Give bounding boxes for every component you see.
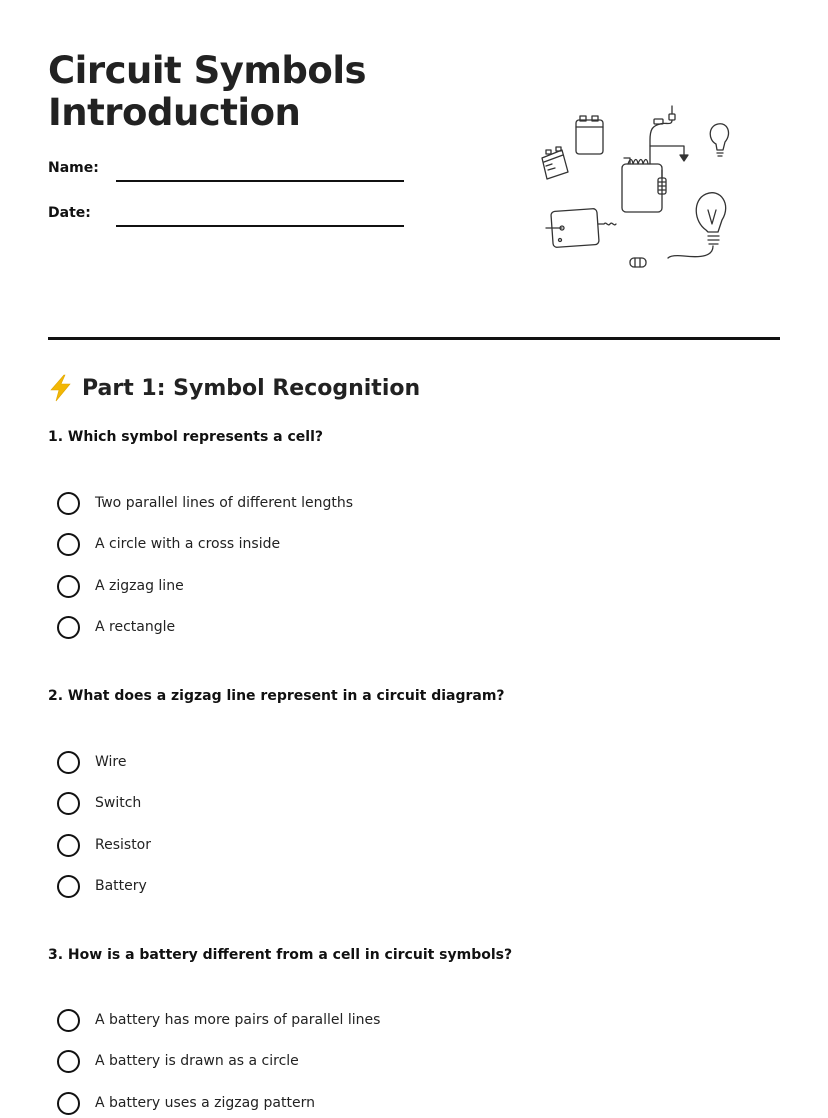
page-title-line-2: Introduction — [48, 91, 301, 134]
radio-button[interactable] — [57, 875, 80, 898]
answer-option[interactable] — [57, 1008, 380, 1032]
question-2: 2. What does a zigzag line represent in a circuit diagram? — [48, 688, 505, 704]
answer-option[interactable] — [57, 1049, 299, 1073]
arrow-wire-icon — [650, 146, 688, 161]
page-title-line-1: Circuit Symbols — [48, 49, 367, 92]
answer-option[interactable] — [57, 532, 280, 556]
date-field[interactable] — [116, 225, 404, 227]
plug-icon — [650, 106, 675, 164]
option-label: A rectangle — [95, 619, 176, 635]
radio-button[interactable] — [57, 492, 80, 515]
option-label: A battery has more pairs of parallel lines — [95, 1012, 381, 1028]
radio-button[interactable] — [57, 1050, 80, 1073]
name-field[interactable] — [116, 180, 404, 182]
answer-option[interactable] — [57, 574, 184, 598]
date-label: Date: — [48, 205, 91, 221]
option-label: A battery is drawn as a circle — [95, 1053, 299, 1069]
option-label: Two parallel lines of different lengths — [95, 495, 354, 511]
small-bulb-icon — [710, 124, 728, 156]
section-heading-label: Part 1: Symbol Recognition — [82, 375, 421, 401]
battery-icon — [576, 116, 603, 154]
resistor-icon — [658, 170, 666, 194]
radio-button[interactable] — [57, 1092, 80, 1115]
option-label: Battery — [95, 878, 147, 894]
radio-button[interactable] — [57, 575, 80, 598]
answer-option[interactable] — [57, 750, 127, 774]
lightning-bolt-icon — [48, 374, 74, 402]
battery-small-icon — [542, 147, 568, 179]
fuse-icon — [630, 258, 646, 267]
answer-option[interactable] — [57, 491, 353, 515]
name-label: Name: — [48, 160, 99, 176]
answer-option[interactable] — [57, 874, 147, 898]
section-heading-part-1 — [48, 374, 420, 402]
radio-button[interactable] — [57, 1009, 80, 1032]
option-label: Wire — [95, 754, 127, 770]
answer-option[interactable] — [57, 791, 141, 815]
page-title — [48, 50, 366, 134]
radio-button[interactable] — [57, 616, 80, 639]
option-label: Switch — [95, 795, 142, 811]
switch-icon — [546, 208, 616, 247]
option-label: A battery uses a zigzag pattern — [95, 1095, 315, 1111]
radio-button[interactable] — [57, 834, 80, 857]
question-3: 3. How is a battery different from a cell in circuit symbols? — [48, 947, 513, 963]
radio-button[interactable] — [57, 751, 80, 774]
circuit-components-icon — [532, 100, 742, 275]
question-1: 1. Which symbol represents a cell? — [48, 429, 323, 445]
option-label: A zigzag line — [95, 578, 184, 594]
section-divider — [48, 337, 780, 340]
radio-button[interactable] — [57, 792, 80, 815]
answer-option[interactable] — [57, 833, 151, 857]
option-label: A circle with a cross inside — [95, 536, 281, 552]
option-label: Resistor — [95, 837, 151, 853]
inductor-icon — [622, 158, 662, 212]
light-bulb-icon — [668, 193, 726, 258]
radio-button[interactable] — [57, 533, 80, 556]
answer-option[interactable] — [57, 1091, 315, 1115]
answer-option[interactable] — [57, 615, 175, 639]
